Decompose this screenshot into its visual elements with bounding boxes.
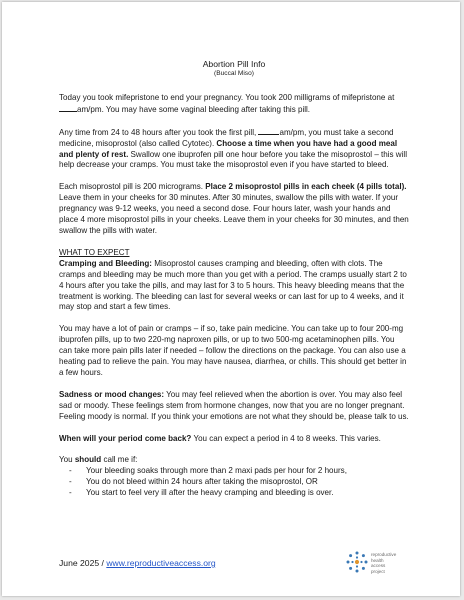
page-title: Abortion Pill Info	[202, 59, 266, 69]
page-subtitle: (Buccal Miso)	[214, 69, 254, 77]
call-reasons-list	[59, 466, 409, 499]
meal-rest-instruction: Choose a time when you have had a good meal and plenty of rest.	[59, 138, 398, 159]
cramping-label: Cramping and Bleeding:	[59, 258, 152, 268]
misoprostol-timing-paragraph: Any time from 24 to 48 hours after you took the first pill, am/pm, you must take a second medicine, misoprostol (also called Cytotec). Choose a time when you have had a good meal and plenty of rest. Swallow one ibuprofen pill one hour before you take the misoprostol – this will help decrease your cramps. You must take the misoprostol even if you have started to bleed.	[59, 127, 407, 170]
document-body	[59, 59, 409, 499]
website-link[interactable]: www.reproductiveaccess.org	[106, 558, 216, 568]
mood-label: Sadness or mood changes:	[59, 389, 165, 399]
dosage-paragraph: Each misoprostol pill is 200 micrograms. Place 2 misoprostol pills in each cheek (4 pills total). Leave them in your cheeks for 30 minutes. After 30 minutes, swallow the pills with water. If your pregnancy was 9-12 weeks, you need a second dose. Four hours later, wash your hands and place 4 more misoprostol pills in your cheeks. Leave them in your cheeks for 30 minutes, and then swallow the pills with water.	[59, 182, 409, 235]
document-page	[2, 2, 460, 596]
pain-paragraph: You may have a lot of pain or cramps – if so, take pain medicine. You can take up to four 200-mg ibuprofen pills, up to two 220-mg naproxen pills, or up to two 500-mg acetaminophen pills. You can take more pain pills later if needed – follow the directions on the package. You can also use a heating pad to relieve the pain. You may have nausea, diarrhea, or chills. This should get better in a few hours.	[59, 324, 407, 377]
list-item: - You start to feel very ill after the heavy cramping and bleeding is over.	[69, 488, 409, 499]
mifepristone-paragraph: Today you took mifepristone to end your pregnancy. You took 200 milligrams of mifepristone at am/pm. You may have some vaginal bleeding after taking this pill.	[59, 92, 395, 114]
footer	[59, 558, 216, 569]
mood-paragraph: Sadness or mood changes: You may feel relieved when the abortion is over. You may also feel sad or moody. These feelings stem from hormone changes, now that you are no longer pregnant. Feeling moody is normal. If you think your emotions are not what they should be, please talk to us.	[59, 389, 409, 421]
time-blank-2[interactable]	[258, 127, 279, 135]
what-to-expect-heading: WHAT TO EXPECT	[59, 247, 130, 257]
call-intro: You should call me if:	[59, 455, 138, 465]
cramping-paragraph: Cramping and Bleeding: Misoprostol causes cramping and bleeding, often with clots. The cramps and bleeding may be much more than you get with a period. The cramps usually start 2 to 4 hours after you take the pills, and may last for 3 to 5 hours. This heavy bleeding means that the treatment is working. The bleeding can last for several weeks or can last for up to 4 weeks, and it may stop and start a few times.	[59, 258, 407, 312]
rhap-logo	[345, 550, 435, 580]
footer-date: June 2025 /	[59, 558, 107, 568]
list-item: - Your bleeding soaks through more than 2 maxi pads per hour for 2 hours,	[69, 466, 409, 477]
period-label: When will your period come back?	[59, 433, 192, 443]
list-item: - You do not bleed within 24 hours after taking the misoprostol, OR	[69, 477, 409, 488]
dosage-instruction: Place 2 misoprostol pills in each cheek (4 pills total).	[205, 182, 407, 192]
period-paragraph: When will your period come back? You can expect a period in 4 to 8 weeks. This varies.	[59, 433, 381, 443]
logo-text: reproductive health access project	[371, 552, 397, 574]
time-blank-1[interactable]	[59, 104, 77, 112]
logo-mark-icon	[345, 550, 369, 574]
